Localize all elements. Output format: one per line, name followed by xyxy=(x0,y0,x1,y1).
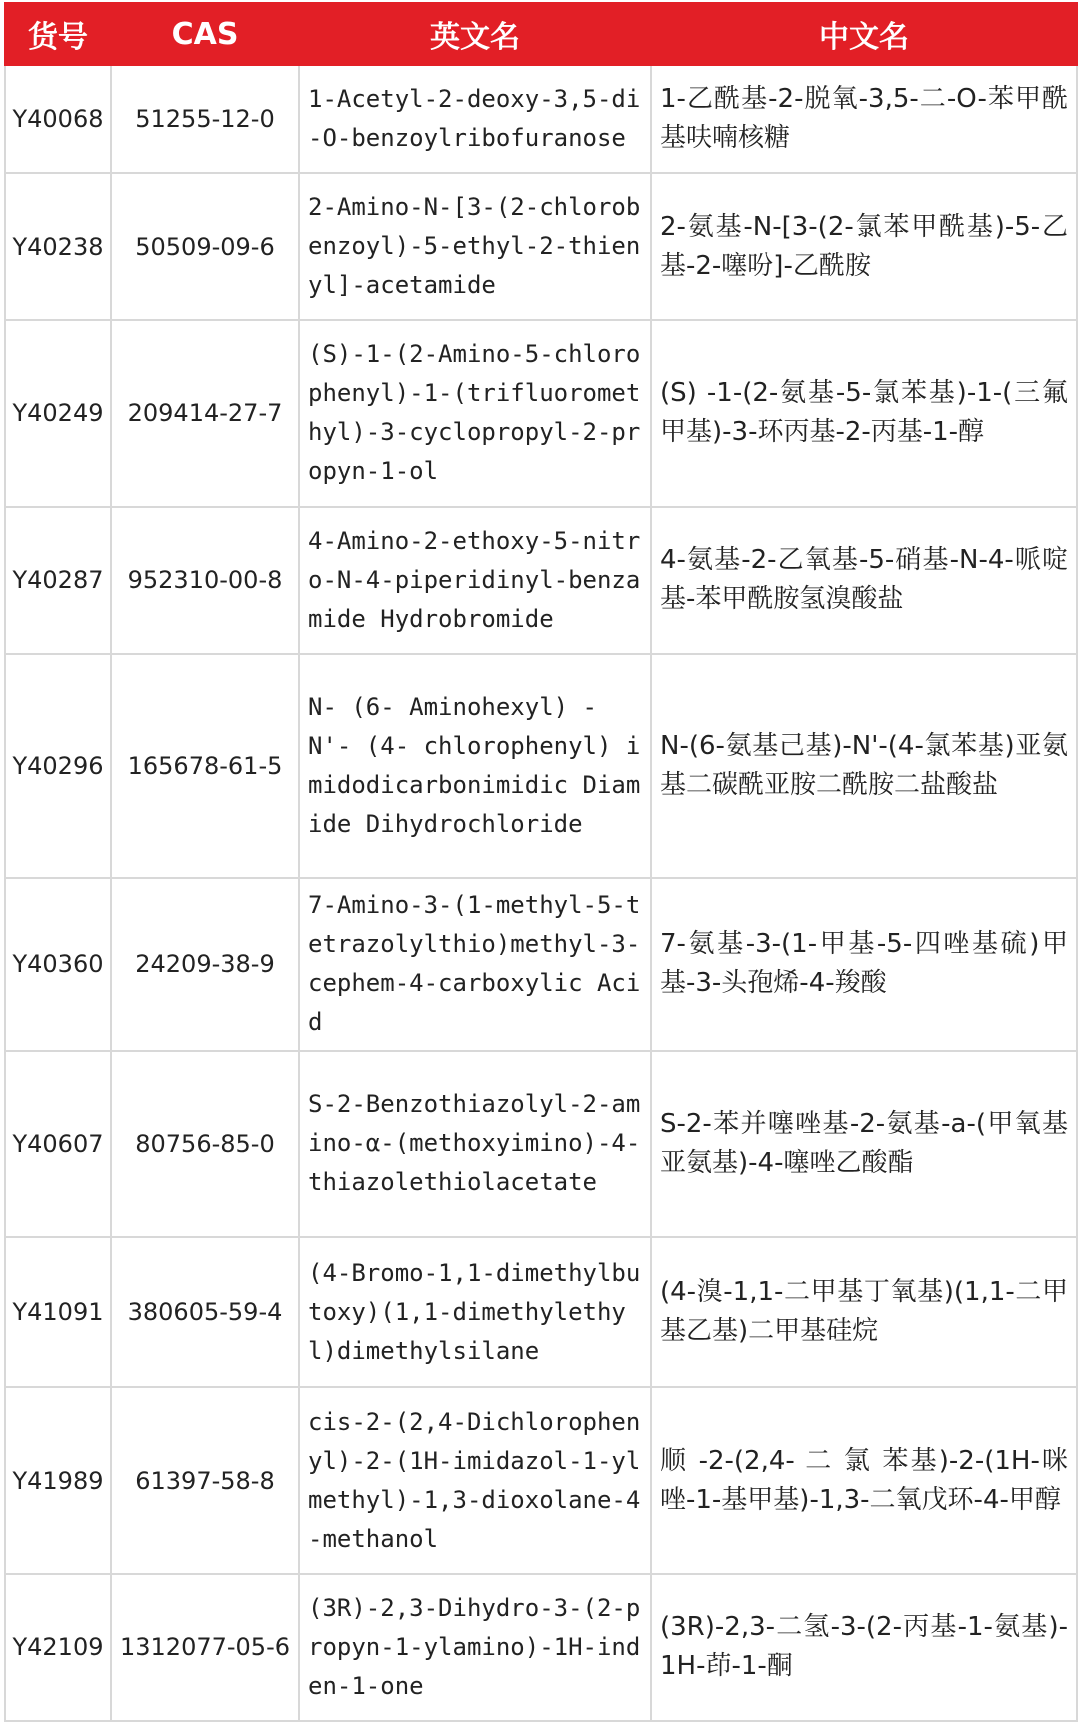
cas-number: 61397-58-8 xyxy=(111,1387,299,1573)
cas-number: 952310-00-8 xyxy=(111,507,299,654)
table-row xyxy=(5,1574,1077,1721)
cas-number: 209414-27-7 xyxy=(111,320,299,506)
product-code: Y42109 xyxy=(5,1574,111,1721)
product-code: Y40287 xyxy=(5,507,111,654)
english-name: S-2-Benzothiazolyl-2-amino-α-(methoxyimino)-4-thiazolethiolacetate xyxy=(299,1051,651,1237)
chinese-name: (3R)-2,3-二氢-3-(2-丙基-1-氨基)-1H-茚-1-酮 xyxy=(651,1574,1077,1721)
table-row xyxy=(5,320,1077,506)
product-code: Y40249 xyxy=(5,320,111,506)
cas-number: 24209-38-9 xyxy=(111,878,299,1050)
chinese-name: N-(6-氨基己基)-N'-(4-氯苯基)亚氨基二碳酰亚胺二酰胺二盐酸盐 xyxy=(651,654,1077,879)
english-name: (3R)-2,3-Dihydro-3-(2-propyn-1-ylamino)-1H-inden-1-one xyxy=(299,1574,651,1721)
table-row xyxy=(5,507,1077,654)
product-code: Y40238 xyxy=(5,173,111,320)
header-cas: CAS xyxy=(111,3,299,65)
product-code: Y40360 xyxy=(5,878,111,1050)
header-code: 货号 xyxy=(5,3,111,65)
header-english-name: 英文名 xyxy=(299,3,651,65)
product-code: Y40607 xyxy=(5,1051,111,1237)
cas-number: 51255-12-0 xyxy=(111,65,299,173)
chinese-name: 7-氨基-3-(1-甲基-5-四唑基硫)甲基-3-头孢烯-4-羧酸 xyxy=(651,878,1077,1050)
product-code: Y41091 xyxy=(5,1237,111,1387)
product-code: Y40296 xyxy=(5,654,111,879)
table-row xyxy=(5,1237,1077,1387)
chinese-name: 1-乙酰基-2-脱氧-3,5-二-O-苯甲酰基呋喃核糖 xyxy=(651,65,1077,173)
product-code: Y41989 xyxy=(5,1387,111,1573)
cas-number: 80756-85-0 xyxy=(111,1051,299,1237)
cas-number: 165678-61-5 xyxy=(111,654,299,879)
product-code: Y40068 xyxy=(5,65,111,173)
chinese-name: (4-溴-1,1-二甲基丁氧基)(1,1-二甲基乙基)二甲基硅烷 xyxy=(651,1237,1077,1387)
header-row xyxy=(5,3,1077,65)
english-name: 7-Amino-3-(1-methyl-5-tetrazolylthio)methyl-3-cephem-4-carboxylic Acid xyxy=(299,878,651,1050)
table-row xyxy=(5,65,1077,173)
english-name: 4-Amino-2-ethoxy-5-nitro-N-4-piperidinyl-benzamide Hydrobromide xyxy=(299,507,651,654)
cas-number: 1312077-05-6 xyxy=(111,1574,299,1721)
english-name: (S)-1-(2-Amino-5-chlorophenyl)-1-(trifluoromethyl)-3-cyclopropyl-2-propyn-1-ol xyxy=(299,320,651,506)
table-row xyxy=(5,173,1077,320)
chinese-name: 4-氨基-2-乙氧基-5-硝基-N-4-哌啶基-苯甲酰胺氢溴酸盐 xyxy=(651,507,1077,654)
chinese-name: (S) -1-(2-氨基-5-氯苯基)-1-(三氟甲基)-3-环丙基-2-丙基-1-醇 xyxy=(651,320,1077,506)
english-name: N- (6- Aminohexyl) - N'- (4- chlorophenyl) imidodicarbonimidic Diamide Dihydrochloride xyxy=(299,654,651,879)
table-row xyxy=(5,654,1077,879)
cas-number: 380605-59-4 xyxy=(111,1237,299,1387)
english-name: (4-Bromo-1,1-dimethylbutoxy)(1,1-dimethylethyl)dimethylsilane xyxy=(299,1237,651,1387)
table-row xyxy=(5,1051,1077,1237)
english-name: 1-Acetyl-2-deoxy-3,5-di-O-benzoylribofuranose xyxy=(299,65,651,173)
cas-number: 50509-09-6 xyxy=(111,173,299,320)
table-row xyxy=(5,1387,1077,1573)
product-table xyxy=(4,2,1078,1722)
english-name: 2-Amino-N-[3-(2-chlorobenzoyl)-5-ethyl-2-thienyl]-acetamide xyxy=(299,173,651,320)
chinese-name: 2-氨基-N-[3-(2-氯苯甲酰基)-5-乙基-2-噻吩]-乙酰胺 xyxy=(651,173,1077,320)
english-name: cis-2-(2,4-Dichlorophenyl)-2-(1H-imidazol-1-ylmethyl)-1,3-dioxolane-4-methanol xyxy=(299,1387,651,1573)
chinese-name: S-2-苯并噻唑基-2-氨基-a-(甲氧基亚氨基)-4-噻唑乙酸酯 xyxy=(651,1051,1077,1237)
table-row xyxy=(5,878,1077,1050)
header-chinese-name: 中文名 xyxy=(651,3,1077,65)
chinese-name: 顺 -2-(2,4- 二 氯 苯基)-2-(1H-咪唑-1-基甲基)-1,3-二氧戊环-4-甲醇 xyxy=(651,1387,1077,1573)
